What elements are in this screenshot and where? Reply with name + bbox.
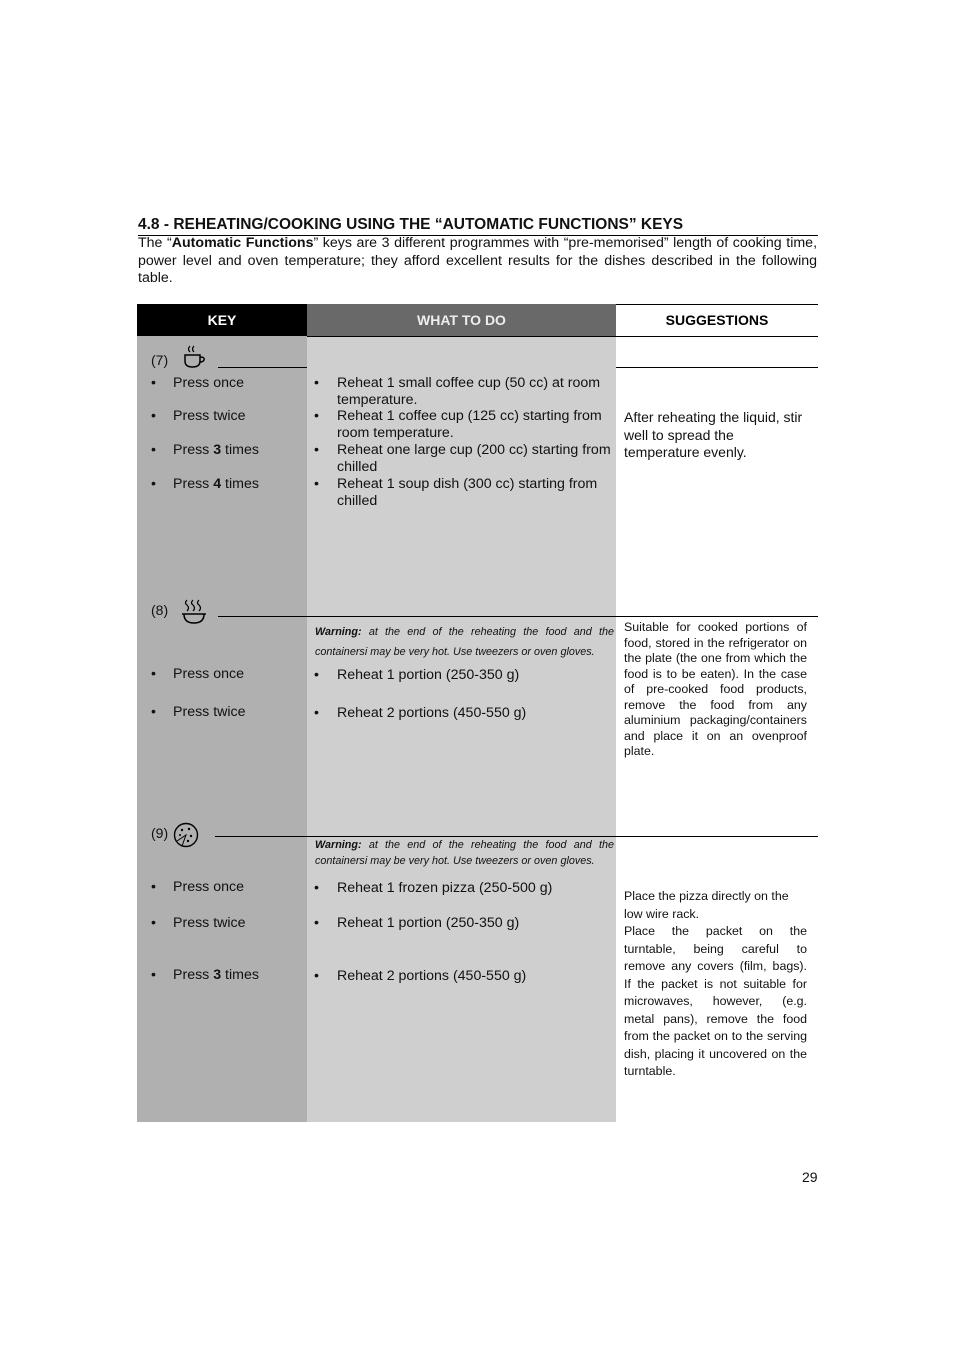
header-key: KEY	[137, 304, 307, 336]
key-text: times	[221, 967, 259, 983]
key-text: Press once	[173, 666, 244, 682]
group7-key-rule	[218, 367, 307, 368]
group7-suggestion-rule	[616, 367, 818, 368]
group9-suggestion-b: Place the packet on the turntable, being careful to remove any covers (film, bags). If the packet is not suitable for microwaves, however, (e.g. metal pans), remove the food from the packet on to the serving dish, placing it uncovered on the turntable.	[624, 924, 807, 1078]
intro-paragraph	[138, 235, 817, 288]
bullet: •	[314, 408, 319, 424]
plate-steam-icon	[179, 598, 209, 626]
warning-label: Warning:	[315, 626, 362, 638]
what-text: Reheat 1 soup dish (300 cc) starting from chilled	[337, 476, 598, 509]
key-text: Press	[173, 967, 214, 983]
header-bottom-rule	[307, 336, 818, 337]
warning-text: at the end of the reheating the food and the containersi may be very hot. Use tweezers or oven gloves.	[315, 839, 614, 867]
group9-suggestion-a: Place the pizza directly on the low wire rack.	[624, 889, 789, 921]
pizza-icon	[172, 821, 200, 849]
group9-number: (9)	[151, 825, 169, 841]
group7-suggestion: After reheating the liquid, stir well to spread the temperature evenly.	[624, 409, 803, 460]
group8-suggestion: Suitable for cooked portions of food, stored in the refrigerator on the plate (the one from which the food is to be eaten). In the case of pre-cooked food products, remove the food from any aluminium packaging/containers and place it on an ovenproof plate.	[624, 620, 807, 758]
group8-warning	[315, 622, 614, 662]
bullet: •	[151, 915, 156, 931]
key-count: 3	[213, 967, 222, 983]
bullet: •	[314, 880, 319, 896]
bullet: •	[151, 704, 156, 720]
what-text: Reheat 1 portion (250-350 g)	[337, 915, 520, 931]
group8-rule	[218, 616, 818, 617]
what-text: Reheat one large cup (200 cc) starting from chilled	[337, 442, 611, 475]
bullet: •	[314, 476, 319, 492]
bullet: •	[151, 442, 156, 458]
cup-icon	[180, 344, 208, 370]
page-number: 29	[802, 1169, 818, 1185]
bullet: •	[151, 408, 156, 424]
what-text: Reheat 1 portion (250-350 g)	[337, 667, 520, 683]
bullet: •	[314, 705, 319, 721]
intro-bold: Automatic Functions	[171, 235, 314, 251]
key-text: Press twice	[173, 915, 246, 931]
group8-number: (8)	[151, 602, 169, 618]
bullet: •	[314, 667, 319, 683]
what-text: Reheat 1 coffee cup (125 cc) starting from room temperature.	[337, 408, 602, 441]
what-text: Reheat 1 frozen pizza (250-500 g)	[337, 880, 553, 896]
group7-number: (7)	[151, 352, 169, 368]
bullet: •	[151, 666, 156, 682]
what-text: Reheat 2 portions (450-550 g)	[337, 705, 527, 721]
key-text: Press twice	[173, 704, 246, 720]
group9-rule	[215, 836, 818, 837]
key-text: times	[221, 442, 259, 458]
bullet: •	[314, 968, 319, 984]
section-title: 4.8 - REHEATING/COOKING USING THE “AUTOMATIC FUNCTIONS” KEYS	[138, 216, 684, 233]
what-text: Reheat 2 portions (450-550 g)	[337, 968, 527, 984]
bullet: •	[151, 375, 156, 391]
what-text: Reheat 1 small coffee cup (50 cc) at room temperature.	[337, 375, 601, 408]
bullet: •	[151, 879, 156, 895]
intro-suffix: ” keys are 3 different programmes with “pre-memorised” length of cooking time, power level and oven temperature; they afford excellent results for the dishes described in the following table.	[138, 235, 818, 286]
bullet: •	[314, 442, 319, 458]
key-count: 3	[213, 442, 222, 458]
key-text: Press	[173, 476, 214, 492]
warning-label: Warning:	[315, 839, 362, 851]
key-text: Press once	[173, 375, 244, 391]
key-text: times	[221, 476, 259, 492]
warning-text: at the end of the reheating the food and the containersi may be very hot. Use tweezers or oven gloves.	[315, 626, 614, 658]
header-suggestions: SUGGESTIONS	[665, 312, 769, 328]
bullet: •	[314, 375, 319, 391]
bullet: •	[151, 967, 156, 983]
key-text: Press	[173, 442, 214, 458]
group9-warning	[315, 838, 614, 869]
key-text: Press twice	[173, 408, 246, 424]
bullet: •	[314, 915, 319, 931]
intro-prefix: The “	[138, 235, 172, 251]
bullet: •	[151, 476, 156, 492]
header-what-to-do: WHAT TO DO	[307, 304, 616, 336]
key-count: 4	[213, 476, 222, 492]
key-text: Press once	[173, 879, 244, 895]
